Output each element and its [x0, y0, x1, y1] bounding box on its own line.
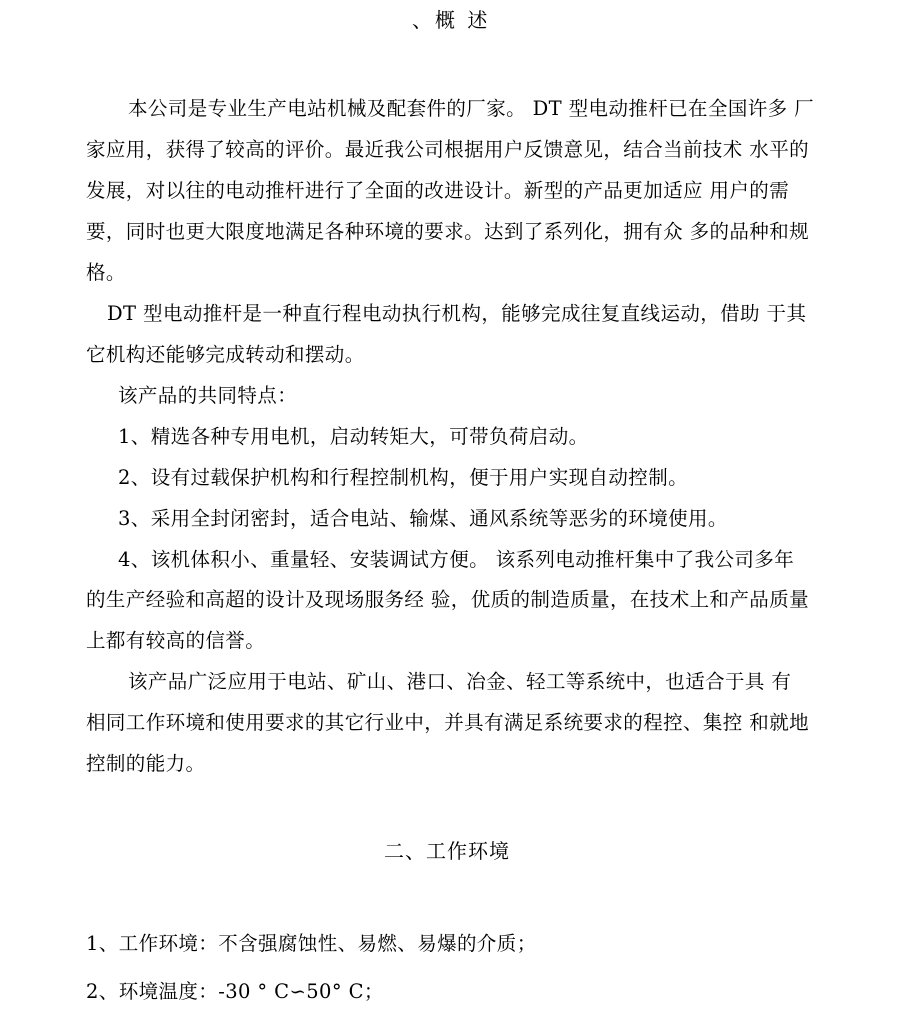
paragraph-line: 控制的能力。 — [86, 752, 206, 775]
features-heading: 该产品的共同特点： — [118, 384, 298, 407]
paragraph-line: 的生产经验和高超的设计及现场服务经 验，优质的制造质量，在技术上和产品质量 — [86, 588, 809, 611]
feature-item: 3、采用全封闭密封，适合电站、输煤、通风系统等恶劣的环境使用。 — [118, 507, 728, 530]
section-title-overview: 、概 述 — [412, 8, 491, 32]
paragraph-line: 格。 — [86, 261, 126, 284]
paragraph-line: 本公司是专业生产电站机械及配套件的厂家。 DT 型电动推杆已在全国许多 厂 — [128, 97, 815, 120]
environment-item: 1、工作环境：不含强腐蚀性、易燃、易爆的介质； — [86, 932, 537, 955]
paragraph-line: 相同工作环境和使用要求的其它行业中，并具有满足系统要求的程控、集控 和就地 — [86, 711, 809, 734]
paragraph-line: 它机构还能够完成转动和摆动。 — [86, 343, 365, 366]
feature-item: 2、设有过载保护机构和行程控制机构，便于用户实现自动控制。 — [118, 466, 689, 489]
feature-item: 4、该机体积小、重量轻、安装调试方便。 该系列电动推杆集中了我公司多年 — [118, 548, 795, 571]
paragraph-line: DT 型电动推杆是一种直行程电动执行机构，能够完成往复直线运动，借助 于其 — [107, 302, 807, 325]
paragraph-line: 发展，对以往的电动推杆进行了全面的改进设计。新型的产品更加适应 用户的需 — [86, 179, 790, 202]
paragraph-line: 要，同时也更大限度地满足各种环境的要求。达到了系列化，拥有众 多的品种和规 — [86, 220, 809, 243]
feature-item: 1、精选各种专用电机，启动转矩大，可带负荷启动。 — [118, 425, 589, 448]
section-title-work-environment: 二、工作环境 — [384, 839, 510, 863]
paragraph-line: 该产品广泛应用于电站、矿山、港口、冶金、轻工等系统中，也适合于具 有 — [128, 670, 792, 693]
paragraph-line: 家应用，获得了较高的评价。最近我公司根据用户反馈意见，结合当前技术 水平的 — [86, 138, 809, 161]
environment-item: 2、环境温度：-30 ° C∽50° C； — [86, 980, 384, 1003]
paragraph-line: 上都有较高的信誉。 — [86, 629, 266, 652]
